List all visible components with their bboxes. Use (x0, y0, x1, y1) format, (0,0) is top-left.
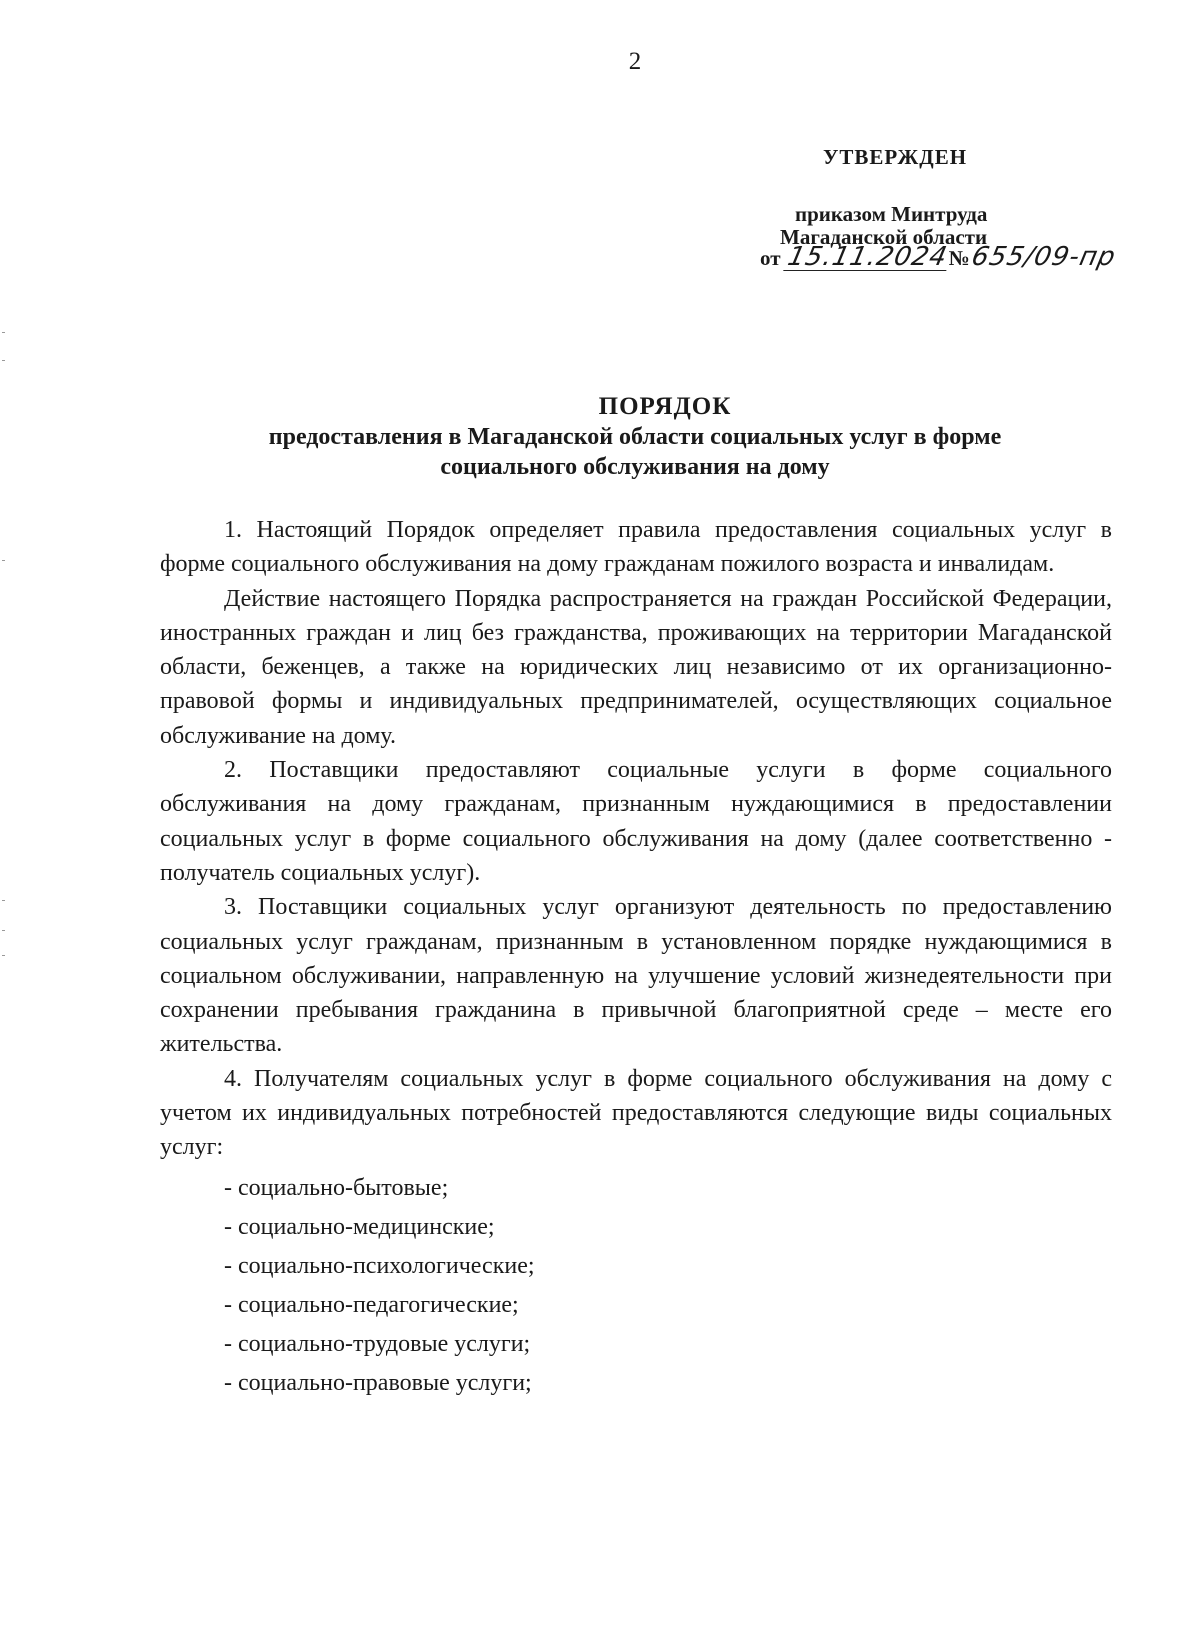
order-date-number-row (760, 242, 1119, 272)
paragraph-1: 1. Настоящий Порядок определяет правила предоставления социальных услуг в форме социального обслуживания на дому гражданам пожилого возраста и инвалидам. (160, 517, 1112, 578)
number-prefix: № (948, 246, 970, 270)
date-prefix: от (760, 246, 781, 270)
paragraph-2: 2. Поставщики предоставляют социальные услуги в форме социального обслуживания на дому гражданам, признанным нуждающимися в предоставлении социальных услуг в форме социального обслуживания на дому (далее соответственно - получатель социальных услуг). (160, 757, 1112, 886)
service-type-item: - социально-психологические; (224, 1252, 535, 1279)
service-type-item: - социально-трудовые услуги; (224, 1330, 531, 1357)
service-type-item: - социально-педагогические; (224, 1291, 519, 1318)
service-type-item: - социально-медицинские; (224, 1213, 495, 1240)
order-issuer-line1: приказом Минтруда (795, 202, 988, 226)
handwritten-order-number: 655/09-пр (968, 242, 1119, 272)
scan-margin-marks (0, 0, 8, 1652)
document-body (160, 513, 1112, 1405)
handwritten-order-date: 15.11.2024 (784, 242, 951, 272)
paragraph-4: 4. Получателям социальных услуг в форме социального обслуживания на дому с учетом их индивидуальных потребностей предоставляются следующие виды социальных услуг: (160, 1065, 1112, 1161)
paragraph-3: 3. Поставщики социальных услуг организуют деятельность по предоставлению социальных услуг гражданам, признанным в установленном порядке нуждающимися в социальном обслуживании, направленную на улучшение условий жизнедеятельности при сохранении пребывания гражданина в привычной благоприятной среде – месте его жительства. (160, 894, 1112, 1058)
service-type-item: - социально-правовые услуги; (224, 1369, 532, 1396)
document-title-block (160, 392, 1110, 482)
order-issuer-line2: Магаданской области (780, 225, 988, 249)
page-number: 2 (628, 48, 642, 75)
approved-label: УТВЕРЖДЕН (823, 145, 968, 169)
service-type-item: - социально-бытовые; (224, 1174, 449, 1201)
document-title: ПОРЯДОК (598, 393, 732, 420)
paragraph-scope: Действие настоящего Порядка распространяется на граждан Российской Федерации, иностранных граждан и лиц без гражданства, проживающих на территории Магаданской области, беженцев, а также на юридических лиц независимо от их организационно-правовой формы и индивидуальных предпринимателей, осуществляющих социальное обслуживание на дому. (160, 585, 1112, 749)
document-subtitle-line1: предоставления в Магаданской области социальных услуг в форме (268, 424, 1002, 450)
document-subtitle-line2: социального обслуживания на дому (440, 454, 830, 480)
